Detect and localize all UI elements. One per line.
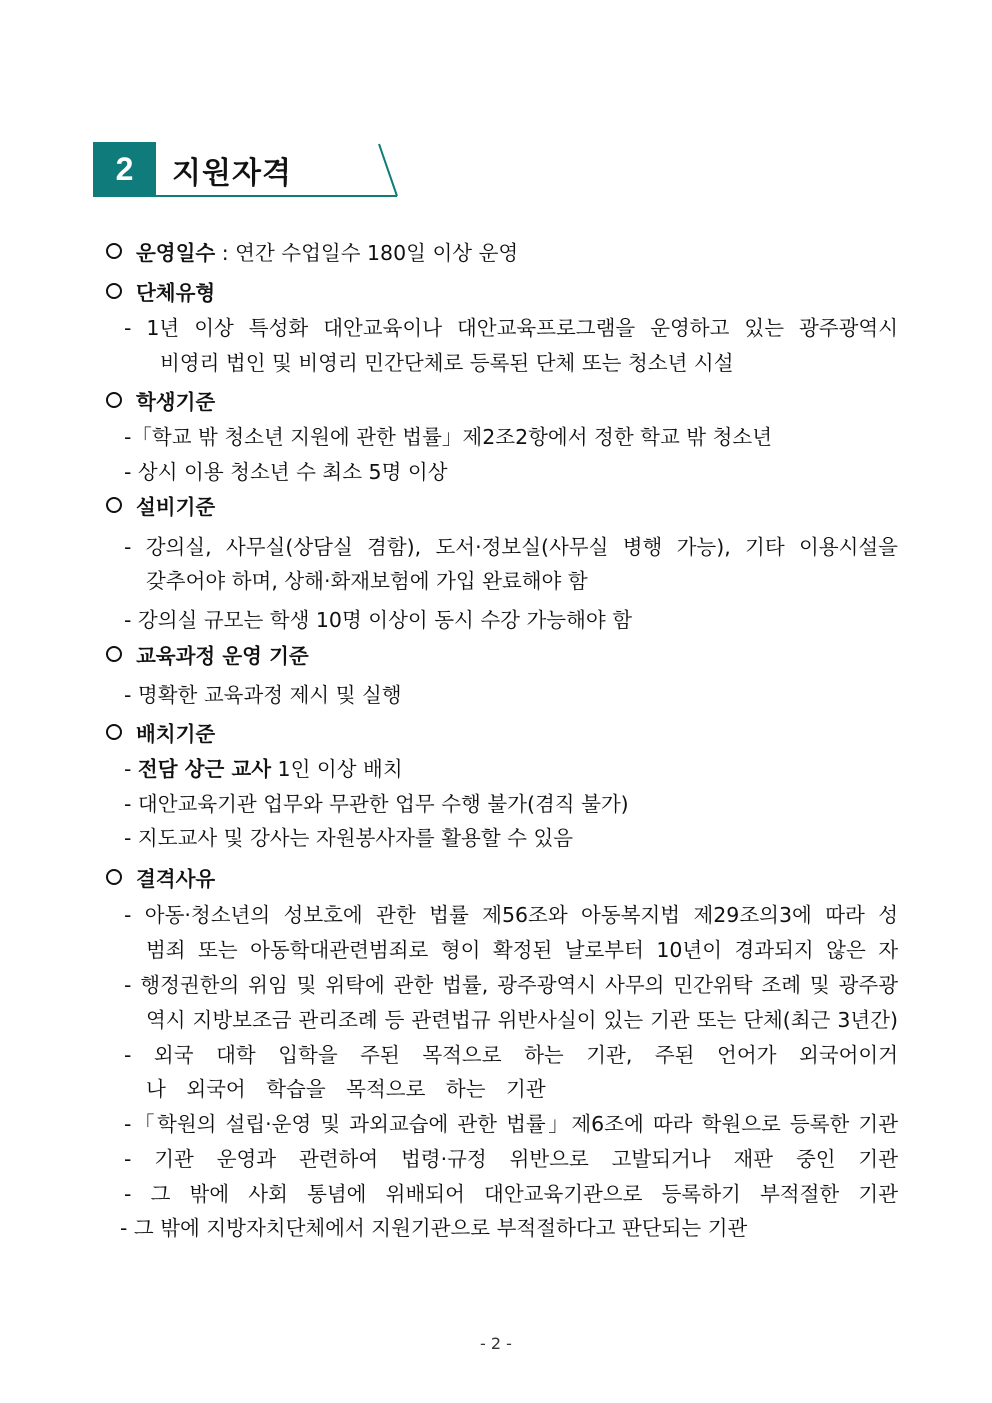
list-item: - 기관 운영과 관련하여 법령·규정 위반으로 고발되거나 재판 중인 기관 bbox=[124, 1147, 898, 1171]
list-item: - 행정권한의 위임 및 위탁에 관한 법률, 광주광역시 사무의 민간위탁 조례 및 광주광 bbox=[124, 973, 898, 997]
section-title: 학생기준 bbox=[136, 390, 216, 414]
hollow-circle-bullet-icon bbox=[106, 724, 122, 740]
heading-number: 2 bbox=[93, 142, 156, 197]
hollow-circle-bullet-icon bbox=[106, 243, 122, 259]
section-facility-criteria bbox=[106, 495, 215, 519]
list-item: -「학교 밖 청소년 지원에 관한 법률」제2조2항에서 정한 학교 밖 청소년 bbox=[124, 425, 773, 449]
list-item: - 1년 이상 특성화 대안교육이나 대안교육프로그램을 운영하고 있는 광주광역시 bbox=[124, 316, 898, 340]
list-item: - 그 밖에 사회 통념에 위배되어 대안교육기관으로 등록하기 부적절한 기관 bbox=[124, 1182, 898, 1206]
list-item-continuation: 비영리 법인 및 비영리 민간단체로 등록된 단체 또는 청소년 시설 bbox=[160, 351, 734, 375]
list-item: - 강의실, 사무실(상담실 겸함), 도서·정보실(사무실 병행 가능), 기타 이용시설을 bbox=[124, 535, 898, 559]
list-item: -「학원의 설립·운영 및 과외교습에 관한 법률」제6조에 따라 학원으로 등록한 기관 bbox=[124, 1112, 898, 1136]
list-item: - 강의실 규모는 학생 10명 이상이 동시 수강 가능해야 함 bbox=[124, 608, 632, 632]
list-item: - 그 밖에 지방자치단체에서 지원기관으로 부적절하다고 판단되는 기관 bbox=[120, 1216, 748, 1240]
section-heading bbox=[93, 142, 399, 197]
section-title: 교육과정 운영 기준 bbox=[136, 644, 309, 668]
section-title: 운영일수 bbox=[136, 241, 216, 265]
list-item bbox=[124, 757, 403, 781]
hollow-circle-bullet-icon bbox=[106, 869, 122, 885]
item-text: 1인 이상 배치 bbox=[271, 757, 403, 781]
hollow-circle-bullet-icon bbox=[106, 392, 122, 408]
list-item: - 명확한 교육과정 제시 및 실행 bbox=[124, 683, 402, 707]
list-item-continuation: 갖추어야 하며, 상해·화재보험에 가입 완료해야 함 bbox=[146, 569, 588, 593]
section-org-type bbox=[106, 281, 215, 305]
section-disqualifications bbox=[106, 867, 215, 891]
list-item-continuation: 나 외국어 학습을 목적으로 하는 기관 bbox=[146, 1077, 546, 1101]
list-item: - 아동·청소년의 성보호에 관한 법률 제56조와 아동복지법 제29조의3에 따라 성 bbox=[124, 903, 898, 927]
section-curriculum-criteria bbox=[106, 644, 309, 668]
hollow-circle-bullet-icon bbox=[106, 497, 122, 513]
section-title: 결격사유 bbox=[136, 867, 216, 891]
section-title: 배치기준 bbox=[136, 722, 216, 746]
hollow-circle-bullet-icon bbox=[106, 646, 122, 662]
item-bold-term: 전담 상근 교사 bbox=[137, 757, 272, 781]
section-staffing-criteria bbox=[106, 722, 215, 746]
section-text: : 연간 수업일수 180일 이상 운영 bbox=[215, 241, 519, 265]
item-dash: - bbox=[124, 757, 138, 781]
list-item: - 대안교육기관 업무와 무관한 업무 수행 불가(겸직 불가) bbox=[124, 792, 629, 816]
section-title: 단체유형 bbox=[136, 281, 216, 305]
section-student-criteria bbox=[106, 390, 215, 414]
list-item-continuation: 범죄 또는 아동학대관련범죄로 형이 확정된 날로부터 10년이 경과되지 않은 자 bbox=[146, 938, 898, 962]
list-item: - 외국 대학 입학을 주된 목적으로 하는 기관, 주된 언어가 외국어이거 bbox=[124, 1043, 898, 1067]
list-item-continuation: 역시 지방보조금 관리조례 등 관련법규 위반사실이 있는 기관 또는 단체(최근 3년간) bbox=[146, 1008, 898, 1032]
heading-title: 지원자격 bbox=[172, 156, 292, 191]
page-number: - 2 - bbox=[480, 1334, 512, 1353]
list-item: - 지도교사 및 강사는 자원봉사자를 활용할 수 있음 bbox=[124, 826, 574, 850]
hollow-circle-bullet-icon bbox=[106, 283, 122, 299]
list-item: - 상시 이용 청소년 수 최소 5명 이상 bbox=[124, 460, 448, 484]
section-title: 설비기준 bbox=[136, 495, 216, 519]
section-operating-days bbox=[106, 241, 518, 265]
